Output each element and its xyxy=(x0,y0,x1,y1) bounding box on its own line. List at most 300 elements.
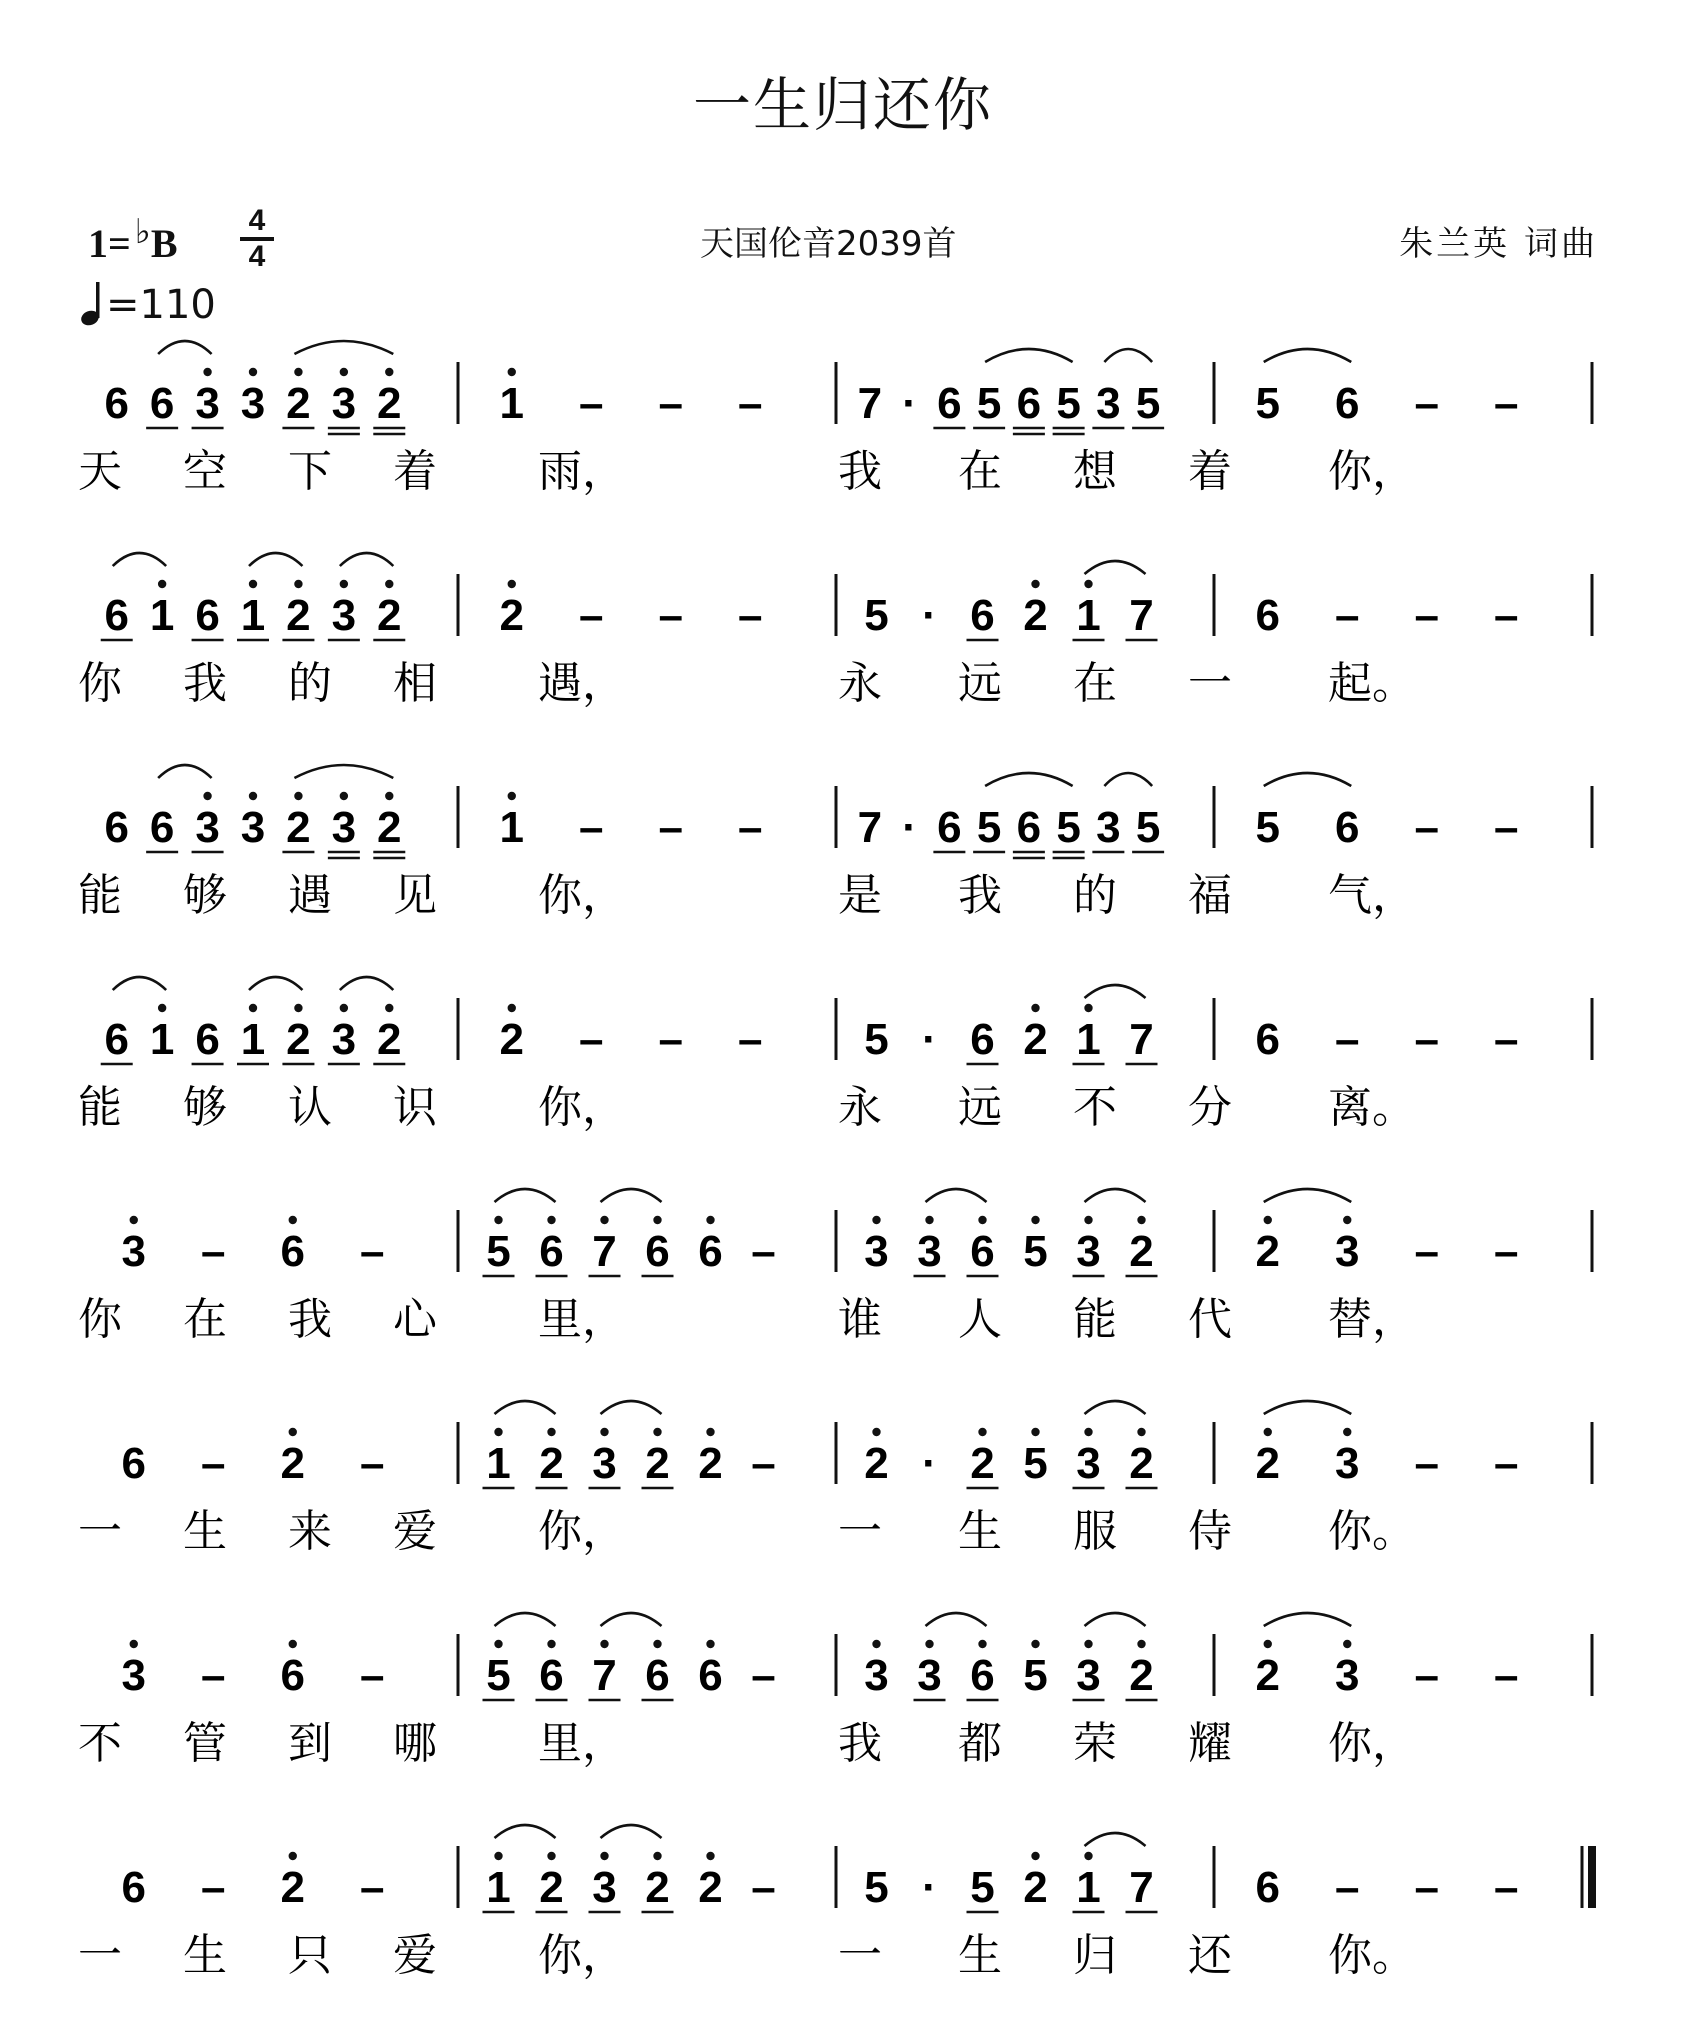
dash-extension: – xyxy=(751,1863,776,1912)
octave-dot xyxy=(706,1428,714,1436)
octave-dot xyxy=(706,1216,714,1224)
dash-extension: – xyxy=(1414,1651,1439,1700)
note: 6 xyxy=(539,1227,564,1276)
octave-dot xyxy=(494,1640,502,1648)
slur xyxy=(113,977,166,990)
lyric-syllable: 够 xyxy=(183,1082,227,1133)
dash-extension: – xyxy=(1335,1015,1360,1064)
note: 1 xyxy=(240,591,266,640)
octave-dot xyxy=(925,1640,933,1648)
note: 7 xyxy=(1129,1015,1154,1064)
lyric-syllable: 够 xyxy=(183,870,227,921)
octave-dot xyxy=(1031,1640,1039,1648)
lyric-syllable: 永 xyxy=(838,1082,882,1133)
dash-extension: – xyxy=(1335,1863,1360,1912)
lyric-syllable: 的 xyxy=(288,658,332,709)
note: 2 xyxy=(1023,1863,1048,1912)
octave-dot xyxy=(978,1640,986,1648)
lyric-syllable: 都 xyxy=(958,1718,1002,1769)
lyric-syllable: 侍 xyxy=(1188,1506,1232,1557)
lyric-syllable: 认 xyxy=(288,1082,332,1133)
octave-dot xyxy=(340,368,348,376)
lyric-syllable: 爱 xyxy=(393,1930,437,1981)
dash-extension: – xyxy=(579,803,604,852)
dash-extension: – xyxy=(1414,1863,1439,1912)
note: 3 xyxy=(240,803,266,852)
slur xyxy=(495,1825,556,1838)
lyric-syllable: 我 xyxy=(288,1294,332,1345)
note: 2 xyxy=(645,1863,670,1912)
octave-dot xyxy=(203,792,211,800)
slur xyxy=(495,1613,556,1626)
note: 2 xyxy=(1023,1015,1048,1064)
dash-extension: – xyxy=(579,591,604,640)
note: 5 xyxy=(486,1651,511,1700)
note: 6 xyxy=(1335,379,1360,428)
note: 1 xyxy=(149,1015,175,1064)
note: 2 xyxy=(286,1015,311,1064)
octave-dot xyxy=(706,1852,714,1860)
octave-dot xyxy=(508,792,516,800)
note: 6 xyxy=(104,803,129,852)
dot-extension: · xyxy=(922,591,937,640)
octave-dot xyxy=(294,368,302,376)
dash-extension: – xyxy=(1494,379,1519,428)
note: 3 xyxy=(592,1863,617,1912)
lyric-syllable: 生 xyxy=(183,1930,227,1981)
lyric-syllable: 遇 xyxy=(288,870,332,921)
octave-dot xyxy=(340,1004,348,1012)
note: 2 xyxy=(645,1439,670,1488)
note: 6 xyxy=(121,1439,146,1488)
lyric-syllable: 我 xyxy=(958,870,1002,921)
lyric-syllable: 替， xyxy=(1328,1294,1416,1345)
note: 7 xyxy=(592,1651,617,1700)
lyric-syllable: 在 xyxy=(183,1294,227,1345)
lyric-syllable: 你， xyxy=(1328,446,1416,497)
lyric-syllable: 你， xyxy=(538,1082,626,1133)
lyric-syllable: 一 xyxy=(838,1506,882,1557)
note: 5 xyxy=(976,803,1002,852)
note: 2 xyxy=(698,1439,723,1488)
dot-extension: · xyxy=(922,1015,937,1064)
slur xyxy=(985,773,1073,786)
dot-extension: · xyxy=(902,803,917,852)
note: 7 xyxy=(1129,591,1154,640)
octave-dot xyxy=(978,1216,986,1224)
lyric-syllable: 我 xyxy=(838,446,882,497)
note: 2 xyxy=(286,591,311,640)
note: 2 xyxy=(280,1863,305,1912)
slur xyxy=(1264,349,1352,362)
octave-dot xyxy=(289,1216,297,1224)
note: 3 xyxy=(195,379,220,428)
octave-dot xyxy=(1031,580,1039,588)
octave-dot xyxy=(1084,1852,1092,1860)
octave-dot xyxy=(1137,1216,1145,1224)
octave-dot xyxy=(249,1004,257,1012)
octave-dot xyxy=(600,1216,608,1224)
slur xyxy=(495,1189,556,1202)
note: 6 xyxy=(104,591,129,640)
octave-dot xyxy=(385,580,393,588)
slur xyxy=(294,765,393,778)
dash-extension: – xyxy=(1414,1439,1439,1488)
slur xyxy=(249,977,302,990)
octave-dot xyxy=(1084,580,1092,588)
note: 2 xyxy=(1255,1227,1280,1276)
note: 6 xyxy=(104,379,129,428)
lyric-syllable: 归 xyxy=(1073,1930,1117,1981)
lyric-syllable: 只 xyxy=(288,1930,332,1981)
composer-credit: 朱兰英 词曲 xyxy=(1399,224,1598,264)
slur xyxy=(294,341,393,354)
note: 3 xyxy=(121,1651,146,1700)
note: 6 xyxy=(1255,1863,1280,1912)
note: 3 xyxy=(121,1227,146,1276)
note: 2 xyxy=(377,379,402,428)
note: 3 xyxy=(1335,1651,1360,1700)
octave-dot xyxy=(978,1428,986,1436)
lyric-syllable: 还 xyxy=(1188,1930,1232,1981)
dash-extension: – xyxy=(751,1651,776,1700)
lyric-syllable: 起。 xyxy=(1328,658,1416,709)
note: 3 xyxy=(864,1227,889,1276)
note: 1 xyxy=(499,803,524,852)
note: 2 xyxy=(698,1863,723,1912)
octave-dot xyxy=(1031,1852,1039,1860)
note: 3 xyxy=(864,1651,889,1700)
octave-dot xyxy=(158,580,166,588)
note: 7 xyxy=(592,1227,617,1276)
octave-dot xyxy=(294,792,302,800)
lyric-syllable: 代 xyxy=(1188,1294,1232,1345)
dash-extension: – xyxy=(658,1015,683,1064)
note: 2 xyxy=(539,1439,564,1488)
note: 1 xyxy=(240,1015,266,1064)
note: 3 xyxy=(331,591,357,640)
note: 5 xyxy=(1255,803,1280,852)
octave-dot xyxy=(340,792,348,800)
dash-extension: – xyxy=(360,1651,385,1700)
lyric-syllable: 永 xyxy=(838,658,882,709)
octave-dot xyxy=(289,1852,297,1860)
octave-dot xyxy=(1084,1428,1092,1436)
note: 6 xyxy=(149,803,175,852)
lyric-syllable: 一 xyxy=(838,1930,882,1981)
note: 2 xyxy=(286,803,311,852)
lyric-syllable: 能 xyxy=(78,1082,122,1133)
note: 6 xyxy=(1016,803,1042,852)
dash-extension: – xyxy=(751,1227,776,1276)
slur xyxy=(1085,1613,1146,1626)
octave-dot xyxy=(340,580,348,588)
lyric-syllable: 你 xyxy=(78,658,122,709)
note: 7 xyxy=(1129,1863,1154,1912)
dash-extension: – xyxy=(658,379,683,428)
dash-extension: – xyxy=(738,803,763,852)
note: 3 xyxy=(1335,1227,1360,1276)
lyric-syllable: 一 xyxy=(78,1506,122,1557)
octave-dot xyxy=(494,1852,502,1860)
note: 3 xyxy=(195,803,220,852)
lyric-syllable: 哪 xyxy=(393,1718,437,1769)
octave-dot xyxy=(1084,1216,1092,1224)
dash-extension: – xyxy=(360,1863,385,1912)
octave-dot xyxy=(706,1640,714,1648)
octave-dot xyxy=(289,1640,297,1648)
note: 3 xyxy=(917,1227,942,1276)
octave-dot xyxy=(600,1428,608,1436)
note: 3 xyxy=(240,379,266,428)
octave-dot xyxy=(294,580,302,588)
lyric-syllable: 到 xyxy=(288,1718,332,1769)
dash-extension: – xyxy=(1494,1439,1519,1488)
note: 5 xyxy=(864,591,889,640)
note: 6 xyxy=(149,379,175,428)
lyric-syllable: 在 xyxy=(958,446,1002,497)
octave-dot xyxy=(872,1640,880,1648)
dash-extension: – xyxy=(579,379,604,428)
slur xyxy=(1085,561,1146,574)
note: 2 xyxy=(280,1439,305,1488)
lyric-syllable: 相 xyxy=(393,658,437,709)
note: 2 xyxy=(864,1439,889,1488)
lyric-syllable: 谁 xyxy=(838,1294,882,1345)
note: 6 xyxy=(1335,803,1360,852)
octave-dot xyxy=(653,1640,661,1648)
tempo-bpm: 110 xyxy=(139,282,216,328)
note: 6 xyxy=(539,1651,564,1700)
lyric-syllable: 服 xyxy=(1073,1506,1117,1557)
song-title: 一生归还你 xyxy=(692,71,993,139)
lyric-syllable: 天 xyxy=(78,446,122,497)
dash-extension: – xyxy=(1414,1015,1439,1064)
lyric-syllable: 分 xyxy=(1188,1082,1232,1133)
note: 3 xyxy=(592,1439,617,1488)
lyric-syllable: 见 xyxy=(393,870,437,921)
octave-dot xyxy=(653,1216,661,1224)
octave-dot xyxy=(1343,1428,1351,1436)
octave-dot xyxy=(653,1428,661,1436)
lyric-syllable: 雨， xyxy=(538,446,626,497)
octave-dot xyxy=(547,1852,555,1860)
dash-extension: – xyxy=(738,1015,763,1064)
lyric-syllable: 气， xyxy=(1328,870,1416,921)
lyric-syllable: 能 xyxy=(78,870,122,921)
note: 3 xyxy=(1096,803,1121,852)
note: 5 xyxy=(486,1227,511,1276)
octave-dot xyxy=(385,1004,393,1012)
octave-dot xyxy=(1031,1004,1039,1012)
lyric-syllable: 不 xyxy=(1073,1082,1117,1133)
note: 2 xyxy=(970,1439,995,1488)
subtitle: 天国伦音2039首 xyxy=(700,224,957,264)
note: 6 xyxy=(937,803,962,852)
note: 6 xyxy=(937,379,962,428)
note: 6 xyxy=(104,1015,129,1064)
slur xyxy=(601,1825,662,1838)
note: 5 xyxy=(1135,803,1161,852)
note: 3 xyxy=(1335,1439,1360,1488)
lyric-syllable: 心 xyxy=(393,1294,437,1345)
lyric-syllable: 识 xyxy=(393,1082,437,1133)
octave-dot xyxy=(1264,1428,1272,1436)
octave-dot xyxy=(494,1428,502,1436)
octave-dot xyxy=(508,368,516,376)
note: 5 xyxy=(1056,803,1081,852)
dash-extension: – xyxy=(1494,591,1519,640)
slur xyxy=(1085,1833,1146,1846)
dash-extension: – xyxy=(201,1651,226,1700)
lyric-syllable: 福 xyxy=(1188,870,1232,921)
lyric-syllable: 生 xyxy=(183,1506,227,1557)
slur xyxy=(340,977,393,990)
lyric-syllable: 你， xyxy=(1328,1718,1416,1769)
octave-dot xyxy=(872,1428,880,1436)
octave-dot xyxy=(600,1852,608,1860)
lyric-syllable: 里， xyxy=(538,1718,626,1769)
note: 2 xyxy=(1129,1227,1154,1276)
dot-extension: · xyxy=(902,379,917,428)
note: 6 xyxy=(1016,379,1042,428)
note: 3 xyxy=(917,1651,942,1700)
lyric-syllable: 我 xyxy=(838,1718,882,1769)
lyric-syllable: 着 xyxy=(1188,446,1232,497)
slur xyxy=(1264,773,1352,786)
note: 2 xyxy=(1255,1439,1280,1488)
dash-extension: – xyxy=(1335,591,1360,640)
dash-extension: – xyxy=(1494,1227,1519,1276)
note: 1 xyxy=(1076,1863,1101,1912)
slur xyxy=(1085,1401,1146,1414)
lyric-syllable: 遇， xyxy=(538,658,626,709)
slur xyxy=(1264,1401,1352,1414)
lyric-syllable: 爱 xyxy=(393,1506,437,1557)
note: 1 xyxy=(1076,1015,1101,1064)
slur xyxy=(1104,773,1152,786)
lyric-syllable: 在 xyxy=(1073,658,1117,709)
octave-dot xyxy=(508,1004,516,1012)
note: 6 xyxy=(698,1227,723,1276)
octave-dot xyxy=(508,580,516,588)
dot-extension: · xyxy=(922,1863,937,1912)
lyric-syllable: 你 xyxy=(78,1294,122,1345)
note: 3 xyxy=(331,379,357,428)
lyric-syllable: 你。 xyxy=(1328,1506,1416,1557)
octave-dot xyxy=(547,1216,555,1224)
note: 3 xyxy=(1076,1227,1101,1276)
dash-extension: – xyxy=(1414,1227,1439,1276)
lyric-syllable: 来 xyxy=(288,1506,332,1557)
slur xyxy=(158,341,211,354)
octave-dot xyxy=(600,1640,608,1648)
lyric-syllable: 能 xyxy=(1073,1294,1117,1345)
dash-extension: – xyxy=(738,379,763,428)
note: 2 xyxy=(1023,591,1048,640)
lyric-syllable: 荣 xyxy=(1073,1718,1117,1769)
note: 5 xyxy=(1023,1651,1048,1700)
octave-dot xyxy=(1343,1216,1351,1224)
note: 5 xyxy=(864,1863,889,1912)
octave-dot xyxy=(494,1216,502,1224)
lyric-syllable: 我 xyxy=(183,658,227,709)
note: 6 xyxy=(970,1651,995,1700)
dash-extension: – xyxy=(1494,1651,1519,1700)
octave-dot xyxy=(158,1004,166,1012)
note: 7 xyxy=(857,379,883,428)
note: 2 xyxy=(499,591,524,640)
dash-extension: – xyxy=(1494,803,1519,852)
slur xyxy=(1085,1189,1146,1202)
dash-extension: – xyxy=(1414,803,1439,852)
dash-extension: – xyxy=(1414,591,1439,640)
octave-dot xyxy=(1031,1216,1039,1224)
dot-extension: · xyxy=(922,1439,937,1488)
note: 2 xyxy=(377,1015,402,1064)
key-signature: 1= ♭B xyxy=(88,214,178,266)
octave-dot xyxy=(653,1852,661,1860)
note: 5 xyxy=(1023,1227,1048,1276)
note: 2 xyxy=(1255,1651,1280,1700)
time-signature-bottom: 4 xyxy=(248,240,266,273)
octave-dot xyxy=(872,1216,880,1224)
octave-dot xyxy=(289,1428,297,1436)
note: 3 xyxy=(1076,1439,1101,1488)
octave-dot xyxy=(1343,1640,1351,1648)
tempo-marking: =110 xyxy=(80,280,216,328)
slur xyxy=(495,1401,556,1414)
dash-extension: – xyxy=(658,803,683,852)
lyric-syllable: 你， xyxy=(538,870,626,921)
lyric-syllable: 里， xyxy=(538,1294,626,1345)
note: 2 xyxy=(377,803,402,852)
lyric-syllable: 生 xyxy=(958,1930,1002,1981)
lyric-syllable: 不 xyxy=(78,1718,122,1769)
dash-extension: – xyxy=(360,1227,385,1276)
slur xyxy=(158,765,211,778)
octave-dot xyxy=(1084,1004,1092,1012)
flat-symbol: ♭ xyxy=(134,214,151,251)
octave-dot xyxy=(385,792,393,800)
octave-dot xyxy=(130,1216,138,1224)
octave-dot xyxy=(249,368,257,376)
note: 6 xyxy=(645,1651,670,1700)
dash-extension: – xyxy=(1494,1863,1519,1912)
lyric-syllable: 下 xyxy=(288,446,332,497)
slur xyxy=(601,1613,662,1626)
dash-extension: – xyxy=(658,591,683,640)
note: 5 xyxy=(1056,379,1081,428)
note: 5 xyxy=(864,1015,889,1064)
note: 6 xyxy=(698,1651,723,1700)
time-signature-top: 4 xyxy=(248,204,266,237)
slur xyxy=(926,1189,987,1202)
dash-extension: – xyxy=(1414,379,1439,428)
lyric-syllable: 想 xyxy=(1073,446,1117,497)
lyric-syllable: 你。 xyxy=(1328,1930,1416,1981)
dash-extension: – xyxy=(201,1863,226,1912)
note: 1 xyxy=(1076,591,1101,640)
note: 5 xyxy=(1023,1439,1048,1488)
slur xyxy=(1264,1613,1352,1626)
note: 2 xyxy=(286,379,311,428)
note: 6 xyxy=(970,1015,995,1064)
dash-extension: – xyxy=(360,1439,385,1488)
slur xyxy=(985,349,1073,362)
dash-extension: – xyxy=(201,1227,226,1276)
slur xyxy=(1104,349,1152,362)
